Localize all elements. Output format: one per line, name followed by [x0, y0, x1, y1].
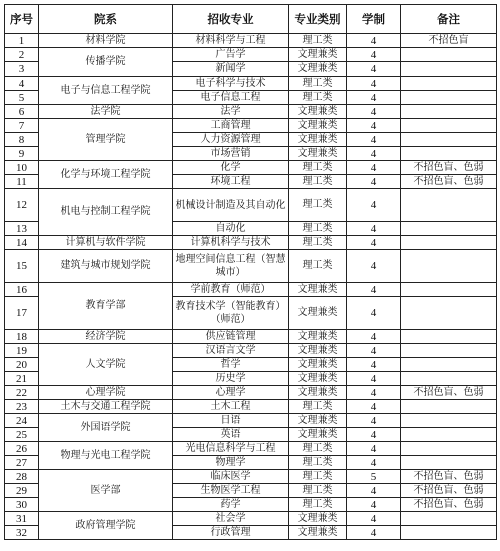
table-row: [5, 161, 497, 175]
serial-cell: 18: [5, 330, 39, 344]
major-cell: 自动化: [173, 222, 289, 236]
remarks-cell: 不招色盲、色弱: [401, 386, 497, 400]
remarks-cell: [401, 428, 497, 442]
duration-cell: 4: [347, 105, 401, 119]
category-cell: 理工类: [289, 189, 347, 222]
remarks-cell: [401, 222, 497, 236]
major-cell: 药学: [173, 498, 289, 512]
duration-cell: 4: [347, 297, 401, 330]
header-department: 院系: [39, 5, 173, 34]
serial-cell: 26: [5, 442, 39, 456]
major-cell: 环境工程: [173, 175, 289, 189]
serial-cell: 12: [5, 189, 39, 222]
category-cell: 文理兼类: [289, 297, 347, 330]
remarks-cell: 不招色盲、色弱: [401, 175, 497, 189]
header-major: 招收专业: [173, 5, 289, 34]
category-cell: 理工类: [289, 77, 347, 91]
remarks-cell: [401, 372, 497, 386]
category-cell: 理工类: [289, 236, 347, 250]
duration-cell: 4: [347, 358, 401, 372]
major-cell: 临床医学: [173, 470, 289, 484]
header-serial: 序号: [5, 5, 39, 34]
department-cell: 物理与光电工程学院: [39, 442, 173, 470]
serial-cell: 7: [5, 119, 39, 133]
category-cell: 文理兼类: [289, 386, 347, 400]
table-row: [5, 330, 497, 344]
category-cell: 理工类: [289, 34, 347, 48]
serial-cell: 30: [5, 498, 39, 512]
department-cell: 土木与交通工程学院: [39, 400, 173, 414]
remarks-cell: [401, 344, 497, 358]
category-cell: 理工类: [289, 498, 347, 512]
table-row: [5, 386, 497, 400]
duration-cell: 4: [347, 48, 401, 62]
remarks-cell: [401, 250, 497, 283]
department-cell: 传播学院: [39, 48, 173, 77]
duration-cell: 4: [347, 91, 401, 105]
department-cell: 心理学院: [39, 386, 173, 400]
serial-cell: 31: [5, 512, 39, 526]
category-cell: 理工类: [289, 91, 347, 105]
table-row: [5, 48, 497, 62]
major-cell: 行政管理: [173, 526, 289, 540]
admissions-table: [4, 4, 497, 540]
serial-cell: 27: [5, 456, 39, 470]
duration-cell: 4: [347, 236, 401, 250]
remarks-cell: [401, 133, 497, 147]
header-category: 专业类别: [289, 5, 347, 34]
serial-cell: 29: [5, 484, 39, 498]
remarks-cell: [401, 62, 497, 77]
serial-cell: 8: [5, 133, 39, 147]
remarks-cell: [401, 414, 497, 428]
table-row: [5, 119, 497, 133]
remarks-cell: [401, 400, 497, 414]
serial-cell: 15: [5, 250, 39, 283]
serial-cell: 28: [5, 470, 39, 484]
category-cell: 理工类: [289, 470, 347, 484]
remarks-cell: [401, 91, 497, 105]
department-cell: 政府管理学院: [39, 512, 173, 540]
serial-cell: 3: [5, 62, 39, 77]
major-cell: 教育技术学（智能教育）（师范）: [173, 297, 289, 330]
remarks-cell: [401, 77, 497, 91]
major-cell: 心理学: [173, 386, 289, 400]
major-cell: 光电信息科学与工程: [173, 442, 289, 456]
department-cell: 机电与控制工程学院: [39, 189, 173, 236]
admissions-table-sheet: [4, 4, 497, 540]
remarks-cell: 不招色盲、色弱: [401, 498, 497, 512]
header-duration: 学制: [347, 5, 401, 34]
department-cell: 经济学院: [39, 330, 173, 344]
duration-cell: 5: [347, 470, 401, 484]
category-cell: 文理兼类: [289, 428, 347, 442]
serial-cell: 22: [5, 386, 39, 400]
table-row: [5, 512, 497, 526]
duration-cell: 4: [347, 414, 401, 428]
category-cell: 文理兼类: [289, 119, 347, 133]
serial-cell: 32: [5, 526, 39, 540]
major-cell: 供应链管理: [173, 330, 289, 344]
duration-cell: 4: [347, 133, 401, 147]
category-cell: 理工类: [289, 222, 347, 236]
duration-cell: 4: [347, 77, 401, 91]
major-cell: 市场营销: [173, 147, 289, 161]
table-row: [5, 442, 497, 456]
category-cell: 文理兼类: [289, 512, 347, 526]
duration-cell: 4: [347, 400, 401, 414]
table-header-row: [5, 5, 497, 34]
remarks-cell: [401, 283, 497, 297]
category-cell: 文理兼类: [289, 133, 347, 147]
duration-cell: 4: [347, 344, 401, 358]
major-cell: 学前教育（师范）: [173, 283, 289, 297]
major-cell: 电子科学与技术: [173, 77, 289, 91]
major-cell: 日语: [173, 414, 289, 428]
table-row: [5, 236, 497, 250]
category-cell: 文理兼类: [289, 526, 347, 540]
category-cell: 理工类: [289, 250, 347, 283]
table-row: [5, 250, 497, 283]
duration-cell: 4: [347, 386, 401, 400]
serial-cell: 20: [5, 358, 39, 372]
duration-cell: 4: [347, 512, 401, 526]
duration-cell: 4: [347, 34, 401, 48]
department-cell: 管理学院: [39, 119, 173, 161]
major-cell: 生物医学工程: [173, 484, 289, 498]
table-body: [5, 34, 497, 540]
category-cell: 文理兼类: [289, 62, 347, 77]
serial-cell: 14: [5, 236, 39, 250]
department-cell: 建筑与城市规划学院: [39, 250, 173, 283]
serial-cell: 1: [5, 34, 39, 48]
major-cell: 土木工程: [173, 400, 289, 414]
major-cell: 社会学: [173, 512, 289, 526]
department-cell: 法学院: [39, 105, 173, 119]
duration-cell: 4: [347, 372, 401, 386]
duration-cell: 4: [347, 526, 401, 540]
duration-cell: 4: [347, 484, 401, 498]
table-row: [5, 105, 497, 119]
category-cell: 文理兼类: [289, 105, 347, 119]
major-cell: 计算机科学与技术: [173, 236, 289, 250]
table-row: [5, 414, 497, 428]
department-cell: 材料学院: [39, 34, 173, 48]
category-cell: 文理兼类: [289, 372, 347, 386]
table-row: [5, 344, 497, 358]
duration-cell: 4: [347, 119, 401, 133]
category-cell: 文理兼类: [289, 358, 347, 372]
major-cell: 汉语言文学: [173, 344, 289, 358]
serial-cell: 9: [5, 147, 39, 161]
category-cell: 文理兼类: [289, 147, 347, 161]
duration-cell: 4: [347, 250, 401, 283]
category-cell: 理工类: [289, 484, 347, 498]
department-cell: 电子与信息工程学院: [39, 77, 173, 105]
category-cell: 理工类: [289, 400, 347, 414]
major-cell: 材料科学与工程: [173, 34, 289, 48]
remarks-cell: [401, 512, 497, 526]
remarks-cell: [401, 48, 497, 62]
remarks-cell: [401, 526, 497, 540]
duration-cell: 4: [347, 283, 401, 297]
header-remarks: 备注: [401, 5, 497, 34]
serial-cell: 11: [5, 175, 39, 189]
serial-cell: 21: [5, 372, 39, 386]
major-cell: 工商管理: [173, 119, 289, 133]
major-cell: 机械设计制造及其自动化: [173, 189, 289, 222]
major-cell: 地理空间信息工程（智慧城市）: [173, 250, 289, 283]
serial-cell: 16: [5, 283, 39, 297]
category-cell: 文理兼类: [289, 330, 347, 344]
remarks-cell: [401, 330, 497, 344]
category-cell: 理工类: [289, 161, 347, 175]
serial-cell: 25: [5, 428, 39, 442]
serial-cell: 13: [5, 222, 39, 236]
remarks-cell: [401, 456, 497, 470]
category-cell: 文理兼类: [289, 283, 347, 297]
category-cell: 理工类: [289, 175, 347, 189]
remarks-cell: 不招色盲、色弱: [401, 470, 497, 484]
serial-cell: 23: [5, 400, 39, 414]
major-cell: 人力资源管理: [173, 133, 289, 147]
category-cell: 文理兼类: [289, 414, 347, 428]
department-cell: 计算机与软件学院: [39, 236, 173, 250]
remarks-cell: [401, 147, 497, 161]
major-cell: 新闻学: [173, 62, 289, 77]
department-cell: 外国语学院: [39, 414, 173, 442]
serial-cell: 4: [5, 77, 39, 91]
remarks-cell: [401, 189, 497, 222]
duration-cell: 4: [347, 330, 401, 344]
category-cell: 理工类: [289, 442, 347, 456]
department-cell: 化学与环境工程学院: [39, 161, 173, 189]
duration-cell: 4: [347, 161, 401, 175]
duration-cell: 4: [347, 175, 401, 189]
duration-cell: 4: [347, 147, 401, 161]
table-row: [5, 189, 497, 222]
remarks-cell: [401, 236, 497, 250]
serial-cell: 10: [5, 161, 39, 175]
table-row: [5, 77, 497, 91]
serial-cell: 24: [5, 414, 39, 428]
duration-cell: 4: [347, 428, 401, 442]
major-cell: 哲学: [173, 358, 289, 372]
table-row: [5, 283, 497, 297]
serial-cell: 6: [5, 105, 39, 119]
remarks-cell: 不招色盲、色弱: [401, 484, 497, 498]
major-cell: 历史学: [173, 372, 289, 386]
category-cell: 理工类: [289, 456, 347, 470]
department-cell: 教育学部: [39, 283, 173, 330]
remarks-cell: 不招色盲: [401, 34, 497, 48]
remarks-cell: [401, 105, 497, 119]
remarks-cell: [401, 297, 497, 330]
major-cell: 法学: [173, 105, 289, 119]
table-row: [5, 34, 497, 48]
table-row: [5, 470, 497, 484]
major-cell: 广告学: [173, 48, 289, 62]
remarks-cell: [401, 119, 497, 133]
duration-cell: 4: [347, 442, 401, 456]
serial-cell: 2: [5, 48, 39, 62]
duration-cell: 4: [347, 498, 401, 512]
department-cell: 人文学院: [39, 344, 173, 386]
major-cell: 物理学: [173, 456, 289, 470]
remarks-cell: [401, 442, 497, 456]
duration-cell: 4: [347, 456, 401, 470]
duration-cell: 4: [347, 189, 401, 222]
category-cell: 文理兼类: [289, 344, 347, 358]
major-cell: 电子信息工程: [173, 91, 289, 105]
category-cell: 文理兼类: [289, 48, 347, 62]
serial-cell: 5: [5, 91, 39, 105]
department-cell: 医学部: [39, 470, 173, 512]
duration-cell: 4: [347, 222, 401, 236]
remarks-cell: [401, 358, 497, 372]
duration-cell: 4: [347, 62, 401, 77]
serial-cell: 19: [5, 344, 39, 358]
remarks-cell: 不招色盲、色弱: [401, 161, 497, 175]
major-cell: 英语: [173, 428, 289, 442]
major-cell: 化学: [173, 161, 289, 175]
table-row: [5, 400, 497, 414]
serial-cell: 17: [5, 297, 39, 330]
